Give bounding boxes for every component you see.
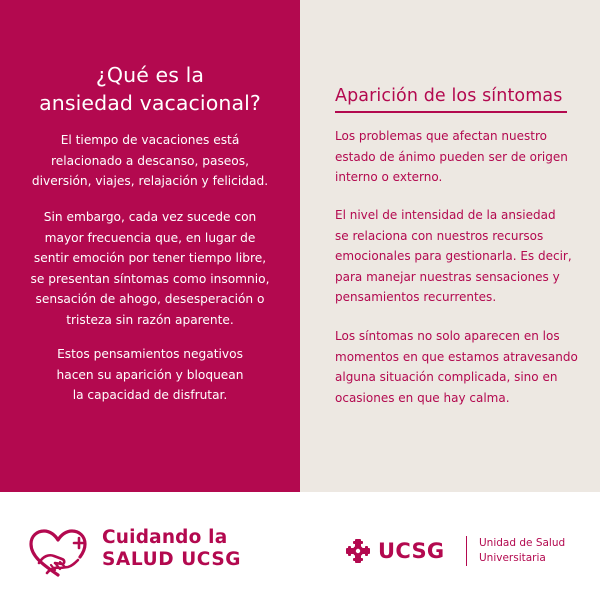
text-line: para manejar nuestras sensaciones y bbox=[335, 269, 560, 284]
text-line: diversión, viajes, relajación y felicidad. bbox=[31, 174, 269, 188]
text-line: Los problemas que afectan nuestro bbox=[335, 129, 547, 143]
brand-line-1: Cuidando la bbox=[102, 527, 228, 548]
text-line: alguna situación complicada, sino en bbox=[335, 370, 558, 384]
heading-underline bbox=[335, 111, 567, 113]
text-line: relacionado a descanso, paseos, bbox=[50, 153, 249, 168]
text-line: ocasiones en que hay calma. bbox=[335, 390, 510, 405]
heart-hands-icon bbox=[27, 529, 89, 579]
text-line: Los síntomas no solo aparecen en los bbox=[335, 329, 560, 343]
right-paragraph-3 bbox=[335, 326, 597, 408]
text-line: sensación de ahogo, desesperación o bbox=[35, 292, 265, 306]
footer bbox=[0, 492, 600, 600]
footer-divider bbox=[466, 536, 467, 566]
text-line: emocionales para gestionarla. Es decir, bbox=[335, 249, 572, 263]
text-line: tristeza sin razón aparente. bbox=[66, 312, 234, 327]
left-title bbox=[10, 61, 290, 117]
left-panel bbox=[0, 0, 300, 492]
right-heading: Aparición de los síntomas bbox=[335, 86, 563, 106]
text-line: Estos pensamientos negativos bbox=[57, 347, 243, 361]
brand-line-2: SALUD UCSG bbox=[102, 549, 242, 570]
text-line: mayor frecuencia que, en lugar de bbox=[44, 230, 256, 245]
right-paragraph-1 bbox=[335, 126, 597, 188]
ucsg-cross-emblem-icon bbox=[345, 538, 371, 564]
left-paragraph-2 bbox=[8, 207, 292, 330]
unit-line: Universitaria bbox=[479, 551, 546, 564]
left-title-line: ansiedad vacacional? bbox=[39, 91, 261, 115]
unit-line: Unidad de Salud bbox=[479, 537, 566, 549]
left-paragraph-1 bbox=[8, 130, 292, 192]
text-line: la capacidad de disfrutar. bbox=[72, 388, 228, 402]
text-line: El tiempo de vacaciones está bbox=[60, 133, 240, 147]
right-panel bbox=[300, 0, 600, 492]
text-line: momentos en que estamos atravesando bbox=[335, 349, 578, 364]
unit-name bbox=[479, 536, 565, 565]
text-line: estado de ánimo pueden ser de origen bbox=[335, 149, 568, 164]
text-line: se relaciona con nuestros recursos bbox=[335, 228, 544, 243]
text-line: El nivel de intensidad de la ansiedad bbox=[335, 208, 556, 222]
text-line: interno o externo. bbox=[335, 170, 443, 184]
text-line: pensamientos recurrentes. bbox=[335, 290, 497, 304]
ucsg-wordmark: UCSG bbox=[378, 539, 445, 563]
text-line: sentir emoción por tener tiempo libre, bbox=[33, 251, 267, 265]
brand-text bbox=[102, 527, 241, 571]
text-line: se presentan síntomas como insomnio, bbox=[30, 271, 270, 286]
left-paragraph-3 bbox=[8, 344, 292, 406]
left-title-line: ¿Qué es la bbox=[95, 63, 205, 87]
text-line: hacen su aparición y bloquean bbox=[56, 367, 244, 382]
right-paragraph-2 bbox=[335, 205, 597, 308]
text-line: Sin embargo, cada vez sucede con bbox=[43, 210, 257, 224]
